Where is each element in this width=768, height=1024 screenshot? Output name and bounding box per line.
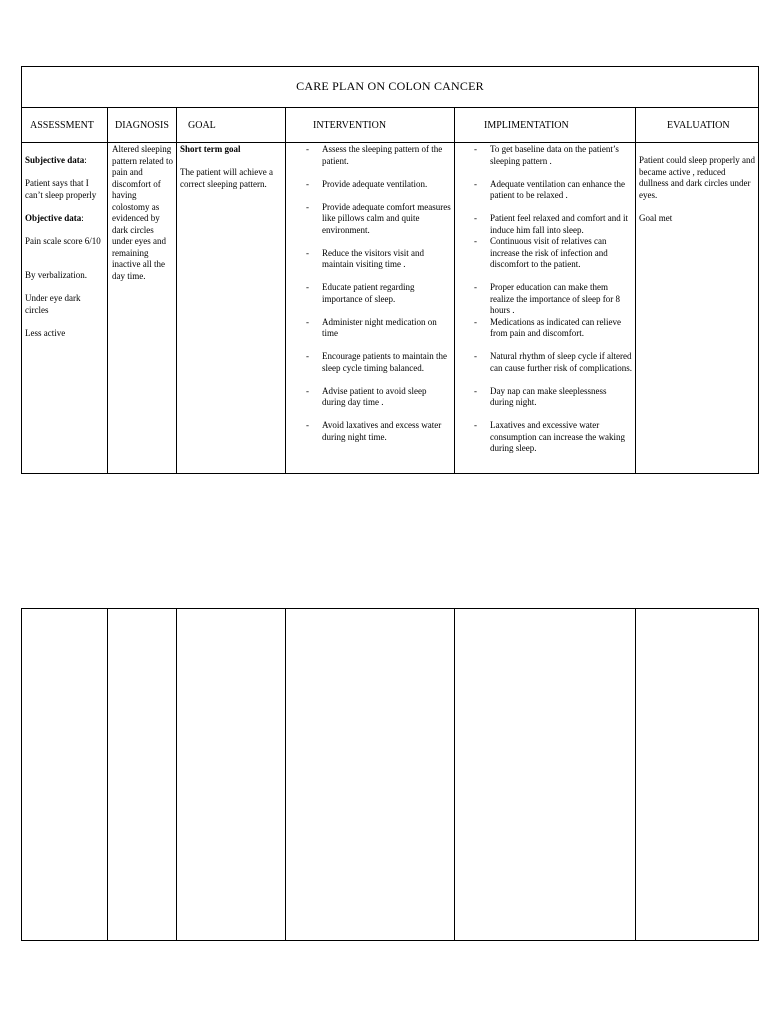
verbalization: By verbalization. <box>25 270 87 280</box>
less-active: Less active <box>25 327 66 338</box>
intervention-item: - Provide adequate comfort measures like pillows calm and quite environment. <box>306 201 451 235</box>
intervention-item: - Encourage patients to maintain the sleep cycle timing balanced. <box>306 351 447 373</box>
implementation-item: - Medications as indicated can relieve from pain and discomfort. <box>474 316 621 338</box>
column-divider <box>454 107 455 474</box>
intervention-item: - Avoid laxatives and excess water during night time. <box>306 420 442 442</box>
intervention-item: - Educate patient regarding importance of sleep. <box>306 282 415 304</box>
diagnosis-cell <box>112 144 174 282</box>
assessment-cell <box>25 155 104 339</box>
evaluation-result: Goal met <box>639 212 673 223</box>
diagnosis-text: Altered sleeping pattern related to pain and discomfort of having colostomy as evidenced by dark circles under eyes and remaining inactive all the day time. <box>112 144 173 281</box>
intervention-item: - Administer night medication on time <box>306 316 437 338</box>
column-divider <box>107 107 108 474</box>
objective-heading: Objective data: <box>25 212 84 223</box>
under-eye-circles: Under eye dark circles <box>25 293 81 315</box>
column-divider <box>635 107 636 474</box>
subjective-heading: Subjective data: <box>25 155 87 165</box>
column-divider <box>454 608 455 941</box>
header-intervention: INTERVENTION <box>313 119 387 131</box>
implementation-item: - Continuous visit of relatives can increase the risk of infection and discomfort to the patient. <box>474 236 608 269</box>
intervention-item: - Assess the sleeping pattern of the patient. <box>306 144 443 166</box>
header-evaluation: EVALUATION <box>667 119 730 131</box>
implementation-cell <box>474 144 632 455</box>
implementation-item: - Laxatives and excessive water consumption can increase the waking during sleep. <box>474 420 625 453</box>
implementation-item: - Patient feel relaxed and comfort and it induce him fall into sleep. <box>474 213 628 235</box>
implementation-item: - Proper education can make them realize the importance of sleep for 8 hours . <box>474 282 620 315</box>
continuation-table <box>21 608 759 941</box>
header-divider <box>21 142 759 143</box>
goal-label: Short term goal <box>180 144 241 154</box>
intervention-item: - Advise patient to avoid sleep during day time . <box>306 385 427 407</box>
header-assessment: ASSESSMENT <box>30 119 94 131</box>
implementation-item: - To get baseline data on the patient’s sleeping pattern . <box>474 144 619 166</box>
intervention-item: - Provide adequate ventilation. <box>306 178 428 189</box>
goal-text: The patient will achieve a correct sleeping pattern. <box>180 167 273 189</box>
evaluation-cell <box>639 155 757 224</box>
header-implementation: IMPLIMENTATION <box>484 119 569 131</box>
pain-score: Pain scale score 6/10 <box>25 235 101 246</box>
goal-cell <box>180 144 284 190</box>
subjective-text: Patient says that I can’t sleep properly <box>25 178 97 200</box>
column-divider <box>635 608 636 941</box>
page-title: CARE PLAN ON COLON CANCER <box>296 79 484 93</box>
evaluation-text: Patient could sleep properly and became active , reduced dullness and dark circles under eyes. <box>639 155 755 200</box>
header-goal: GOAL <box>188 119 216 131</box>
intervention-item: - Reduce the visitors visit and maintain visiting time . <box>306 247 424 269</box>
column-divider <box>176 107 177 474</box>
implementation-item: - Day nap can make sleeplessness during night. <box>474 385 607 407</box>
column-divider <box>285 608 286 941</box>
column-divider <box>107 608 108 941</box>
implementation-item: - Adequate ventilation can enhance the patient to be relaxed . <box>474 178 625 200</box>
column-divider <box>285 107 286 474</box>
implementation-item: - Natural rhythm of sleep cycle if altered can cause further risk of complications. <box>474 351 632 373</box>
column-divider <box>176 608 177 941</box>
header-diagnosis: DIAGNOSIS <box>115 119 169 131</box>
intervention-cell <box>306 144 452 443</box>
